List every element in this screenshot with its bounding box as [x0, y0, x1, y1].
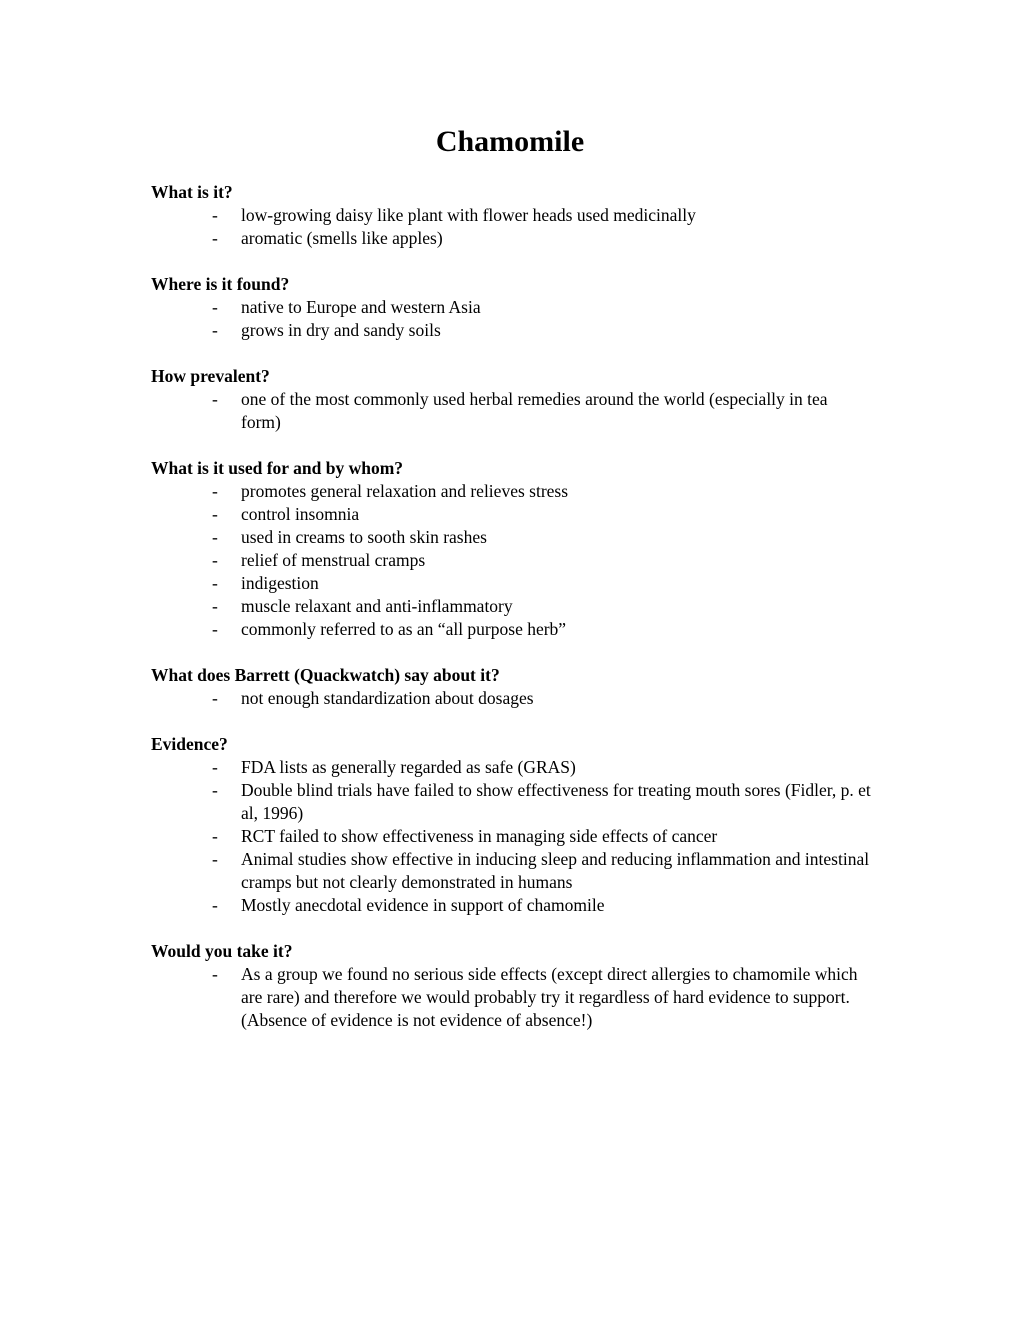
bullet-text: aromatic (smells like apples) — [241, 228, 443, 248]
list-item — [151, 595, 871, 618]
bullet-text: promotes general relaxation and relieves stress — [241, 481, 569, 501]
section-heading: What does Barrett (Quackwatch) say about it? — [151, 665, 500, 685]
bullet-text: Mostly anecdotal evidence in support of chamomile — [241, 895, 605, 915]
list-item — [151, 779, 871, 825]
list-item — [151, 618, 871, 641]
list-item — [151, 319, 871, 342]
list-item — [151, 825, 871, 848]
bullet-list — [151, 388, 871, 434]
list-item — [151, 388, 871, 434]
bullet-dash-icon: - — [212, 228, 218, 248]
bullet-text: not enough standardization about dosages — [241, 688, 534, 708]
section-heading: Would you take it? — [151, 941, 293, 961]
bullet-text: grows in dry and sandy soils — [241, 320, 441, 340]
bullet-dash-icon: - — [212, 596, 218, 616]
bullet-dash-icon: - — [212, 527, 218, 547]
bullet-text: indigestion — [241, 573, 319, 593]
bullet-text: Double blind trials have failed to show effectiveness for treating mouth sores (Fidler, p. et al, 1996) — [241, 780, 871, 823]
bullet-dash-icon: - — [212, 573, 218, 593]
bullet-dash-icon: - — [212, 780, 218, 800]
bullet-text: As a group we found no serious side effects (except direct allergies to chamomile which are rare) and therefore we would probably try it regardless of hard evidence to support. (Absence of evidence is not evidence of absence!) — [241, 964, 858, 1030]
qa-section — [151, 181, 871, 250]
bullet-text: control insomnia — [241, 504, 360, 524]
bullet-text: RCT failed to show effectiveness in managing side effects of cancer — [241, 826, 718, 846]
list-item — [151, 204, 871, 227]
bullet-text: muscle relaxant and anti-inflammatory — [241, 596, 513, 616]
bullet-text: FDA lists as generally regarded as safe (GRAS) — [241, 757, 576, 777]
bullet-dash-icon: - — [212, 849, 218, 869]
list-item — [151, 894, 871, 917]
bullet-text: low-growing daisy like plant with flower heads used medicinally — [241, 205, 696, 225]
bullet-text: native to Europe and western Asia — [241, 297, 481, 317]
bullet-dash-icon: - — [212, 895, 218, 915]
section-heading: What is it? — [151, 182, 233, 202]
bullet-dash-icon: - — [212, 320, 218, 340]
page-title: Chamomile — [435, 125, 585, 158]
bullet-text: Animal studies show effective in inducing sleep and reducing inflammation and intestinal cramps but not clearly demonstrated in humans — [241, 849, 870, 892]
bullet-list — [151, 756, 871, 917]
section-heading: What is it used for and by whom? — [151, 458, 404, 478]
bullet-text: commonly referred to as an “all purpose herb” — [241, 619, 567, 639]
bullet-dash-icon: - — [212, 550, 218, 570]
bullet-dash-icon: - — [212, 389, 218, 409]
bullet-dash-icon: - — [212, 964, 218, 984]
section-heading: Where is it found? — [151, 274, 290, 294]
list-item — [151, 848, 871, 894]
bullet-list — [151, 296, 871, 342]
list-item — [151, 227, 871, 250]
list-item — [151, 756, 871, 779]
list-item — [151, 526, 871, 549]
list-item — [151, 549, 871, 572]
bullet-dash-icon: - — [212, 297, 218, 317]
bullet-dash-icon: - — [212, 481, 218, 501]
bullet-dash-icon: - — [212, 504, 218, 524]
bullet-text: one of the most commonly used herbal remedies around the world (especially in tea form) — [241, 389, 828, 432]
bullet-dash-icon: - — [212, 205, 218, 225]
bullet-text: relief of menstrual cramps — [241, 550, 426, 570]
qa-section — [151, 365, 871, 434]
qa-section — [151, 940, 871, 1032]
section-heading: How prevalent? — [151, 366, 270, 386]
list-item — [151, 572, 871, 595]
bullet-dash-icon: - — [212, 619, 218, 639]
bullet-list — [151, 480, 871, 641]
section-heading: Evidence? — [151, 734, 228, 754]
bullet-dash-icon: - — [212, 826, 218, 846]
qa-section — [151, 273, 871, 342]
list-item — [151, 296, 871, 319]
qa-section — [151, 664, 871, 710]
bullet-list — [151, 963, 871, 1032]
list-item — [151, 687, 871, 710]
document-body — [151, 181, 871, 1055]
bullet-list — [151, 204, 871, 250]
bullet-list — [151, 687, 871, 710]
qa-section — [151, 733, 871, 917]
bullet-text: used in creams to sooth skin rashes — [241, 527, 487, 547]
list-item — [151, 480, 871, 503]
list-item — [151, 963, 871, 1032]
list-item — [151, 503, 871, 526]
bullet-dash-icon: - — [212, 688, 218, 708]
qa-section — [151, 457, 871, 641]
bullet-dash-icon: - — [212, 757, 218, 777]
